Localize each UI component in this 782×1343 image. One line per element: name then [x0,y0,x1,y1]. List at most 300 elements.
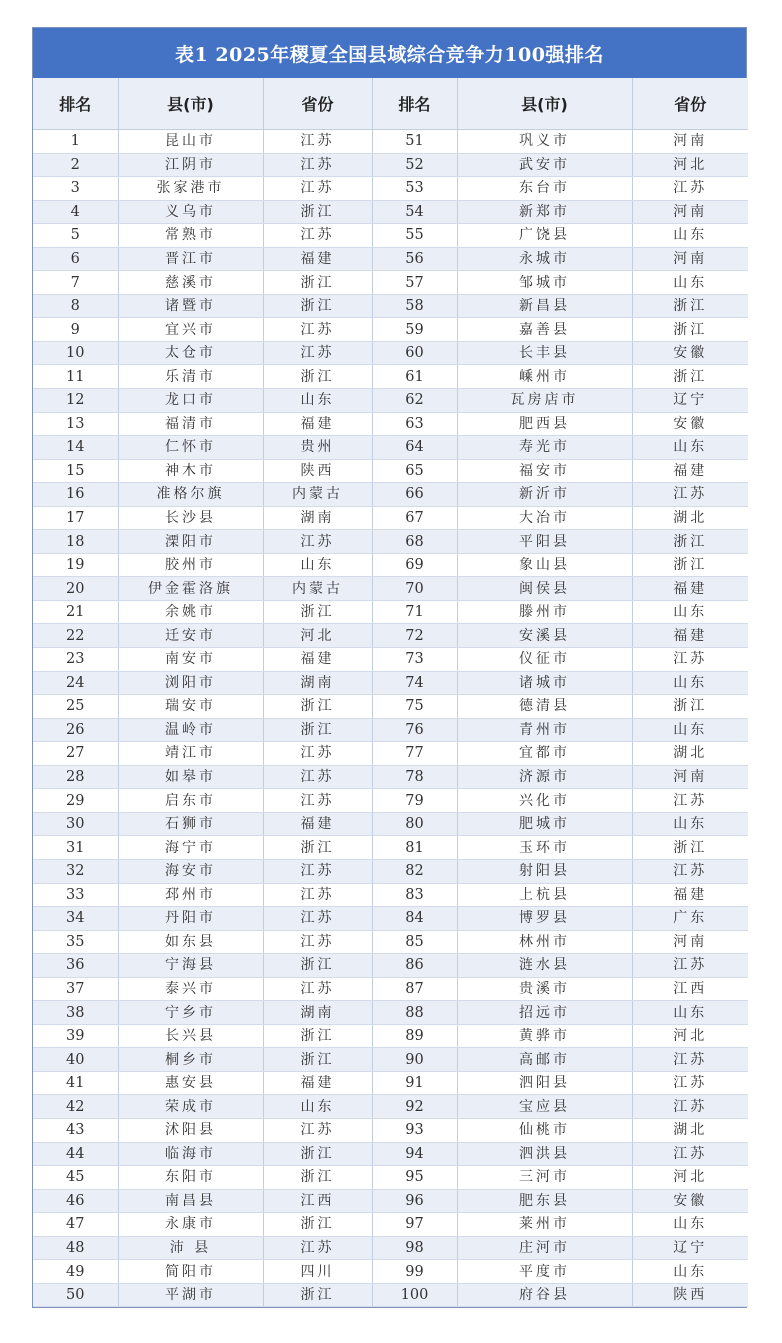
cell-county-right: 寿光市 [457,436,632,460]
cell-county-right: 泗洪县 [457,1142,632,1166]
cell-rank-right: 57 [372,271,457,295]
cell-province-left: 浙江 [263,271,372,295]
cell-province-right: 江苏 [632,1095,748,1119]
cell-province-left: 江苏 [263,742,372,766]
cell-province-right: 江苏 [632,1048,748,1072]
header-rank-right: 排名 [372,78,457,130]
cell-province-left: 江苏 [263,1118,372,1142]
cell-county-left: 张家港市 [118,177,263,201]
cell-rank-left: 36 [33,954,118,978]
cell-county-right: 肥城市 [457,812,632,836]
table-row [33,718,748,742]
cell-county-left: 准格尔旗 [118,483,263,507]
cell-province-right: 山东 [632,1213,748,1237]
cell-province-right: 江苏 [632,1142,748,1166]
cell-rank-left: 44 [33,1142,118,1166]
cell-province-left: 福建 [263,812,372,836]
cell-county-right: 武安市 [457,153,632,177]
cell-rank-right: 56 [372,247,457,271]
cell-province-right: 浙江 [632,553,748,577]
cell-rank-right: 55 [372,224,457,248]
cell-province-left: 江苏 [263,930,372,954]
cell-rank-left: 18 [33,530,118,554]
cell-county-right: 博罗县 [457,907,632,931]
cell-province-right: 浙江 [632,836,748,860]
table-row [33,789,748,813]
cell-province-left: 江苏 [263,859,372,883]
cell-province-right: 江苏 [632,954,748,978]
cell-rank-right: 53 [372,177,457,201]
cell-rank-right: 65 [372,459,457,483]
cell-rank-left: 32 [33,859,118,883]
cell-county-left: 海宁市 [118,836,263,860]
cell-county-left: 长沙县 [118,506,263,530]
cell-rank-left: 39 [33,1024,118,1048]
cell-province-right: 河北 [632,1166,748,1190]
cell-county-right: 泗阳县 [457,1071,632,1095]
cell-province-right: 河南 [632,765,748,789]
cell-county-right: 嘉善县 [457,318,632,342]
cell-county-right: 肥西县 [457,412,632,436]
cell-province-right: 福建 [632,459,748,483]
cell-rank-left: 4 [33,200,118,224]
cell-county-right: 象山县 [457,553,632,577]
cell-rank-left: 49 [33,1260,118,1284]
cell-county-right: 玉环市 [457,836,632,860]
cell-province-right: 湖北 [632,1118,748,1142]
cell-rank-left: 8 [33,294,118,318]
cell-rank-left: 10 [33,341,118,365]
table-row [33,600,748,624]
cell-rank-left: 11 [33,365,118,389]
cell-province-right: 江苏 [632,789,748,813]
cell-rank-right: 73 [372,648,457,672]
cell-county-left: 惠安县 [118,1071,263,1095]
cell-province-left: 浙江 [263,1166,372,1190]
table-row [33,459,748,483]
cell-county-left: 胶州市 [118,553,263,577]
cell-county-left: 义乌市 [118,200,263,224]
cell-province-left: 浙江 [263,695,372,719]
cell-rank-left: 27 [33,742,118,766]
cell-county-right: 宝应县 [457,1095,632,1119]
table-row [33,977,748,1001]
cell-rank-left: 37 [33,977,118,1001]
cell-rank-right: 81 [372,836,457,860]
cell-county-right: 瓦房店市 [457,389,632,413]
cell-county-left: 石狮市 [118,812,263,836]
table-row [33,1071,748,1095]
cell-province-left: 江苏 [263,153,372,177]
cell-county-left: 泰兴市 [118,977,263,1001]
table-row [33,907,748,931]
cell-rank-left: 33 [33,883,118,907]
cell-rank-left: 45 [33,1166,118,1190]
table-row [33,224,748,248]
cell-rank-left: 31 [33,836,118,860]
cell-province-right: 江苏 [632,1071,748,1095]
cell-county-left: 沛 县 [118,1236,263,1260]
cell-county-right: 德清县 [457,695,632,719]
cell-rank-left: 2 [33,153,118,177]
cell-rank-left: 34 [33,907,118,931]
cell-province-left: 湖南 [263,671,372,695]
cell-rank-left: 47 [33,1213,118,1237]
cell-province-left: 浙江 [263,836,372,860]
cell-province-left: 江西 [263,1189,372,1213]
cell-county-left: 如皋市 [118,765,263,789]
cell-county-left: 临海市 [118,1142,263,1166]
table-row [33,765,748,789]
cell-province-left: 浙江 [263,365,372,389]
cell-province-left: 浙江 [263,294,372,318]
cell-province-left: 湖南 [263,1001,372,1025]
cell-province-left: 浙江 [263,1048,372,1072]
cell-rank-right: 74 [372,671,457,695]
table-row [33,577,748,601]
cell-rank-left: 6 [33,247,118,271]
table-row [33,883,748,907]
cell-province-left: 湖南 [263,506,372,530]
cell-rank-left: 13 [33,412,118,436]
cell-county-left: 常熟市 [118,224,263,248]
cell-county-right: 平度市 [457,1260,632,1284]
cell-rank-left: 5 [33,224,118,248]
cell-rank-left: 19 [33,553,118,577]
cell-province-right: 广东 [632,907,748,931]
cell-rank-right: 52 [372,153,457,177]
cell-county-right: 济源市 [457,765,632,789]
cell-rank-right: 86 [372,954,457,978]
cell-county-right: 新郑市 [457,200,632,224]
cell-rank-right: 99 [372,1260,457,1284]
cell-county-left: 仁怀市 [118,436,263,460]
cell-rank-right: 66 [372,483,457,507]
cell-county-left: 桐乡市 [118,1048,263,1072]
cell-rank-right: 87 [372,977,457,1001]
cell-rank-right: 92 [372,1095,457,1119]
table-row [33,859,748,883]
cell-county-left: 乐清市 [118,365,263,389]
table-row [33,341,748,365]
cell-rank-right: 93 [372,1118,457,1142]
cell-county-right: 长丰县 [457,341,632,365]
cell-rank-left: 35 [33,930,118,954]
cell-province-right: 山东 [632,271,748,295]
cell-rank-right: 89 [372,1024,457,1048]
cell-rank-right: 85 [372,930,457,954]
table-row [33,648,748,672]
cell-rank-left: 28 [33,765,118,789]
table-row [33,1001,748,1025]
cell-province-left: 浙江 [263,1024,372,1048]
cell-province-right: 福建 [632,883,748,907]
cell-county-right: 上杭县 [457,883,632,907]
cell-province-right: 河南 [632,247,748,271]
cell-province-left: 福建 [263,1071,372,1095]
table-row [33,389,748,413]
cell-rank-right: 96 [372,1189,457,1213]
cell-province-right: 山东 [632,436,748,460]
cell-county-left: 永康市 [118,1213,263,1237]
cell-province-left: 四川 [263,1260,372,1284]
cell-rank-right: 70 [372,577,457,601]
cell-county-left: 海安市 [118,859,263,883]
cell-county-left: 长兴县 [118,1024,263,1048]
cell-province-right: 安徽 [632,412,748,436]
cell-rank-right: 98 [372,1236,457,1260]
table-body [33,130,748,1307]
cell-province-right: 山东 [632,600,748,624]
table-row [33,436,748,460]
cell-rank-left: 16 [33,483,118,507]
cell-county-left: 慈溪市 [118,271,263,295]
cell-rank-left: 40 [33,1048,118,1072]
cell-county-right: 林州市 [457,930,632,954]
cell-rank-left: 42 [33,1095,118,1119]
cell-province-left: 浙江 [263,1283,372,1307]
table-row [33,153,748,177]
cell-rank-right: 67 [372,506,457,530]
table-row [33,671,748,695]
cell-county-left: 瑞安市 [118,695,263,719]
cell-rank-left: 38 [33,1001,118,1025]
cell-rank-left: 20 [33,577,118,601]
cell-province-left: 山东 [263,389,372,413]
table-row [33,624,748,648]
cell-rank-right: 71 [372,600,457,624]
cell-county-left: 温岭市 [118,718,263,742]
table-row [33,130,748,154]
cell-rank-right: 77 [372,742,457,766]
cell-county-left: 晋江市 [118,247,263,271]
cell-rank-left: 3 [33,177,118,201]
header-province-right: 省份 [632,78,748,130]
cell-rank-right: 84 [372,907,457,931]
table-row [33,247,748,271]
cell-province-right: 浙江 [632,365,748,389]
cell-province-left: 江苏 [263,318,372,342]
cell-province-left: 福建 [263,648,372,672]
cell-province-left: 江苏 [263,1236,372,1260]
table-row [33,954,748,978]
cell-county-right: 大冶市 [457,506,632,530]
table-row [33,1283,748,1307]
table-row [33,200,748,224]
cell-province-left: 山东 [263,553,372,577]
cell-province-left: 江苏 [263,130,372,154]
cell-county-right: 新沂市 [457,483,632,507]
cell-province-left: 江苏 [263,907,372,931]
cell-county-left: 龙口市 [118,389,263,413]
cell-province-left: 江苏 [263,177,372,201]
cell-rank-right: 83 [372,883,457,907]
cell-province-right: 福建 [632,577,748,601]
cell-county-right: 射阳县 [457,859,632,883]
cell-rank-left: 26 [33,718,118,742]
header-county-left: 县(市) [118,78,263,130]
table-row [33,483,748,507]
cell-province-left: 江苏 [263,977,372,1001]
table-row [33,318,748,342]
table-row [33,1260,748,1284]
cell-county-right: 新昌县 [457,294,632,318]
cell-rank-right: 97 [372,1213,457,1237]
cell-rank-right: 68 [372,530,457,554]
cell-county-right: 安溪县 [457,624,632,648]
cell-province-left: 浙江 [263,718,372,742]
cell-rank-left: 46 [33,1189,118,1213]
cell-rank-left: 12 [33,389,118,413]
cell-county-left: 东阳市 [118,1166,263,1190]
cell-rank-left: 14 [33,436,118,460]
cell-county-left: 余姚市 [118,600,263,624]
cell-province-right: 江苏 [632,483,748,507]
cell-province-left: 浙江 [263,1213,372,1237]
cell-province-left: 浙江 [263,200,372,224]
cell-province-right: 山东 [632,1260,748,1284]
table-row [33,177,748,201]
cell-province-right: 湖北 [632,506,748,530]
cell-county-left: 启东市 [118,789,263,813]
cell-county-left: 丹阳市 [118,907,263,931]
cell-province-right: 安徽 [632,1189,748,1213]
cell-rank-right: 94 [372,1142,457,1166]
cell-province-left: 浙江 [263,954,372,978]
cell-province-right: 辽宁 [632,389,748,413]
header-county-right: 县(市) [457,78,632,130]
cell-county-left: 诸暨市 [118,294,263,318]
cell-province-right: 陕西 [632,1283,748,1307]
cell-rank-left: 41 [33,1071,118,1095]
cell-rank-left: 21 [33,600,118,624]
table-row [33,412,748,436]
table-row [33,930,748,954]
cell-county-right: 府谷县 [457,1283,632,1307]
table-row [33,1189,748,1213]
table-row [33,530,748,554]
cell-county-left: 神木市 [118,459,263,483]
table-row [33,1142,748,1166]
table-row [33,1048,748,1072]
cell-rank-right: 82 [372,859,457,883]
cell-province-left: 陕西 [263,459,372,483]
cell-county-right: 庄河市 [457,1236,632,1260]
cell-rank-right: 91 [372,1071,457,1095]
cell-county-left: 简阳市 [118,1260,263,1284]
cell-province-right: 江苏 [632,648,748,672]
cell-province-right: 山东 [632,671,748,695]
cell-county-left: 溧阳市 [118,530,263,554]
cell-rank-right: 80 [372,812,457,836]
cell-province-right: 湖北 [632,742,748,766]
ranking-table [32,27,747,1308]
cell-county-right: 仪征市 [457,648,632,672]
cell-rank-left: 30 [33,812,118,836]
cell-rank-right: 58 [372,294,457,318]
cell-province-left: 浙江 [263,1142,372,1166]
table-title: 表1 2025年稷夏全国县域综合竞争力100强排名 [33,28,746,78]
table-row [33,553,748,577]
cell-county-right: 贵溪市 [457,977,632,1001]
cell-province-left: 江苏 [263,789,372,813]
cell-province-right: 浙江 [632,530,748,554]
cell-county-right: 宜都市 [457,742,632,766]
cell-rank-right: 72 [372,624,457,648]
cell-province-right: 江苏 [632,177,748,201]
cell-rank-right: 76 [372,718,457,742]
cell-rank-right: 75 [372,695,457,719]
cell-rank-left: 1 [33,130,118,154]
cell-rank-left: 17 [33,506,118,530]
cell-province-right: 浙江 [632,318,748,342]
table-row [33,1118,748,1142]
cell-province-left: 福建 [263,412,372,436]
cell-rank-left: 24 [33,671,118,695]
cell-rank-right: 63 [372,412,457,436]
cell-county-left: 浏阳市 [118,671,263,695]
cell-county-left: 南昌县 [118,1189,263,1213]
cell-rank-right: 100 [372,1283,457,1307]
cell-province-right: 河南 [632,130,748,154]
table-row [33,1024,748,1048]
table-row [33,294,748,318]
cell-province-right: 山东 [632,812,748,836]
cell-county-left: 迁安市 [118,624,263,648]
table-row [33,1213,748,1237]
cell-province-left: 贵州 [263,436,372,460]
cell-rank-right: 54 [372,200,457,224]
cell-county-left: 平湖市 [118,1283,263,1307]
cell-rank-left: 9 [33,318,118,342]
cell-county-right: 嵊州市 [457,365,632,389]
cell-province-right: 福建 [632,624,748,648]
cell-rank-right: 69 [372,553,457,577]
cell-province-left: 山东 [263,1095,372,1119]
cell-province-left: 福建 [263,247,372,271]
cell-province-right: 浙江 [632,695,748,719]
cell-county-left: 靖江市 [118,742,263,766]
cell-county-right: 邹城市 [457,271,632,295]
cell-county-right: 平阳县 [457,530,632,554]
cell-county-left: 荣成市 [118,1095,263,1119]
cell-county-left: 宜兴市 [118,318,263,342]
cell-province-left: 江苏 [263,765,372,789]
cell-rank-left: 25 [33,695,118,719]
table-row [33,1095,748,1119]
table-row [33,812,748,836]
cell-province-right: 江西 [632,977,748,1001]
ranking-grid [33,78,748,1307]
cell-province-right: 山东 [632,224,748,248]
cell-rank-right: 95 [372,1166,457,1190]
cell-rank-left: 50 [33,1283,118,1307]
cell-province-right: 辽宁 [632,1236,748,1260]
cell-province-left: 河北 [263,624,372,648]
cell-rank-right: 59 [372,318,457,342]
cell-province-left: 内蒙古 [263,483,372,507]
table-row [33,836,748,860]
cell-county-left: 伊金霍洛旗 [118,577,263,601]
table-row [33,506,748,530]
cell-province-right: 河南 [632,930,748,954]
cell-province-left: 江苏 [263,341,372,365]
cell-rank-right: 88 [372,1001,457,1025]
cell-county-left: 沭阳县 [118,1118,263,1142]
cell-province-right: 浙江 [632,294,748,318]
table-row [33,365,748,389]
cell-province-left: 江苏 [263,224,372,248]
